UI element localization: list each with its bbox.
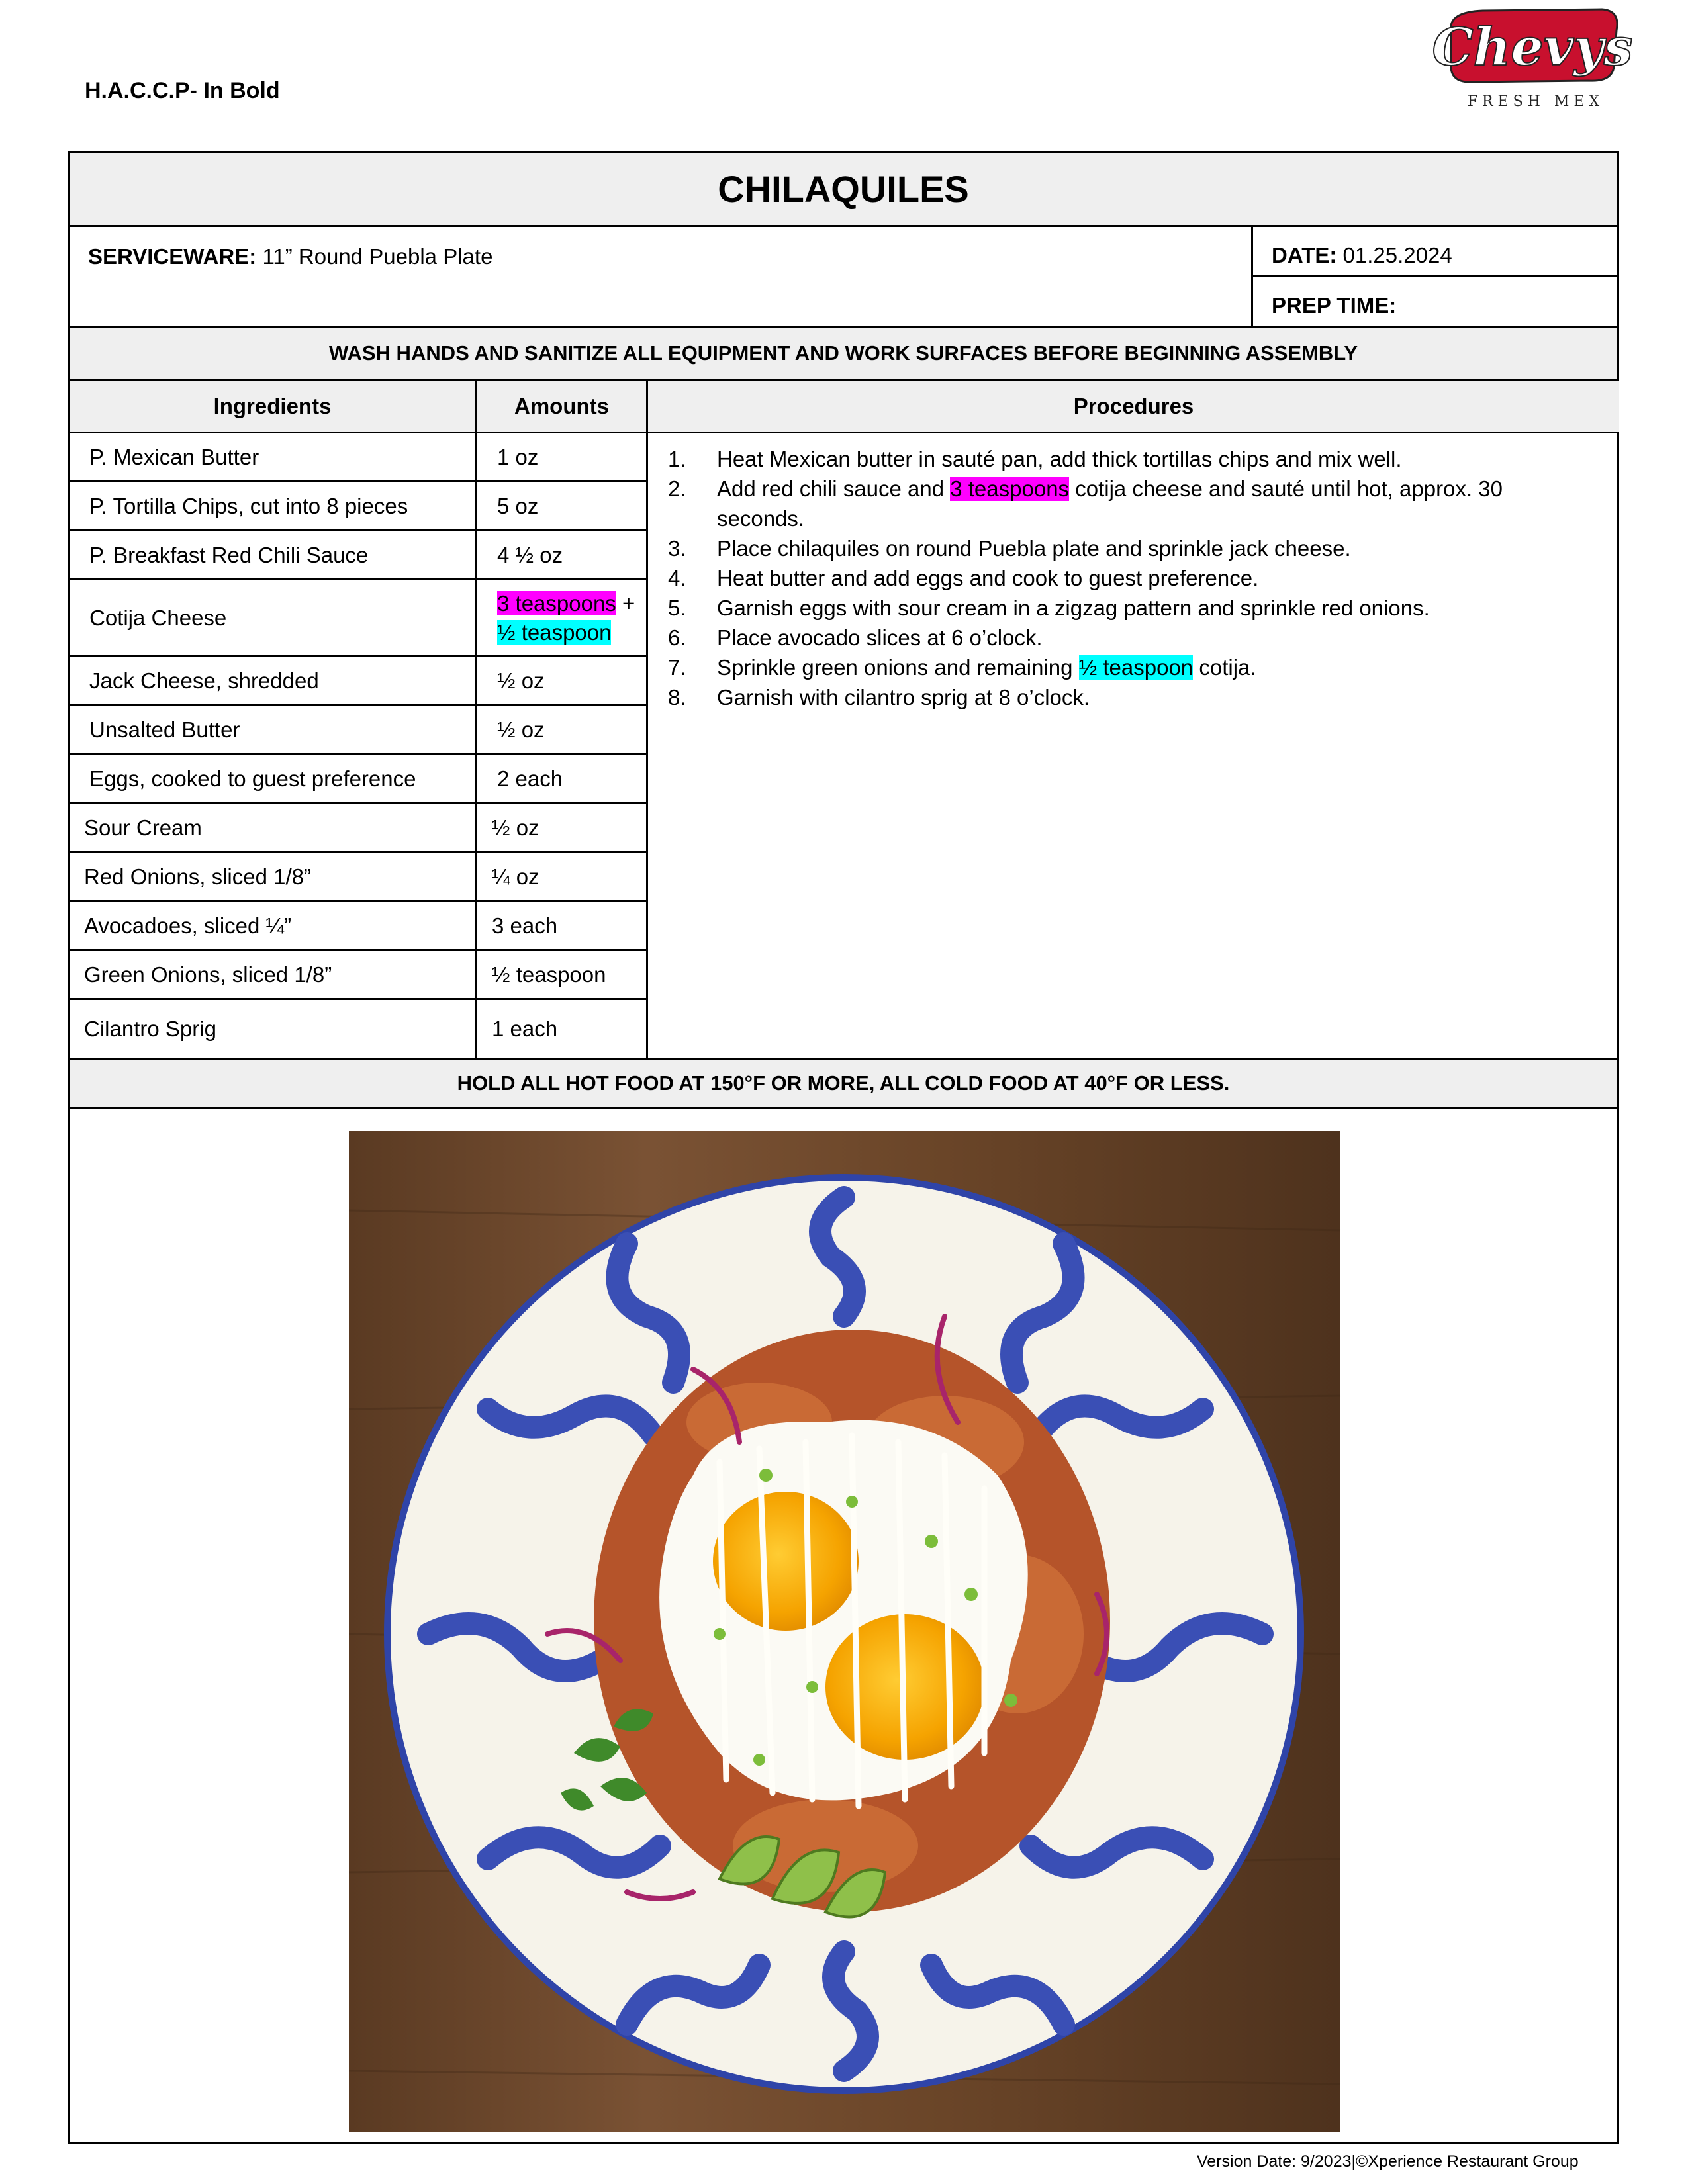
ingredient-amount: ½ oz <box>477 706 648 753</box>
date-cell <box>1253 227 1619 277</box>
step-text <box>717 474 1571 533</box>
ingredient-row <box>70 531 648 580</box>
step-highlight: ½ teaspoon <box>1078 655 1194 680</box>
ingredient-row <box>70 433 648 482</box>
ingredient-name: Jack Cheese, shredded <box>70 657 477 704</box>
ingredient-amount: ¼ oz <box>477 853 648 900</box>
step-number: 3. <box>668 536 686 561</box>
ingredient-name: Unsalted Butter <box>70 706 477 753</box>
step-text <box>717 653 1571 682</box>
cotija-amount-joiner: + <box>616 590 635 615</box>
step-text: Garnish eggs with sour cream in a zigzag pattern and sprinkle red onions. <box>717 596 1430 620</box>
ingredient-name: Eggs, cooked to guest preference <box>70 755 477 802</box>
ingredient-amount: 1 each <box>477 1000 648 1058</box>
serviceware-cell <box>70 227 1253 328</box>
procedure-step <box>648 593 1619 623</box>
ingredient-amount: 4 ½ oz <box>477 531 648 578</box>
ingredient-name: Sour Cream <box>70 804 477 851</box>
recipe-card <box>68 151 1619 2144</box>
serviceware-value: 11” Round Puebla Plate <box>262 244 493 269</box>
svg-text:FRESH MEX: FRESH MEX <box>1467 93 1605 110</box>
ingredient-amount: ½ oz <box>477 657 648 704</box>
ingredient-name: Green Onions, sliced 1/8” <box>70 951 477 998</box>
procedures-list <box>648 433 1619 712</box>
step-text-post: cotija cheese and sauté until hot, approx. 30 seconds. <box>717 477 1503 531</box>
cotija-amount-part1: 3 teaspoons <box>497 590 616 615</box>
step-text: Place avocado slices at 6 o’clock. <box>717 625 1043 650</box>
ingredient-name: Red Onions, sliced 1/8” <box>70 853 477 900</box>
step-text-pre: Sprinkle green onions and remaining <box>717 655 1079 680</box>
wash-notice: WASH HANDS AND SANITIZE ALL EQUIPMENT AND WORK SURFACES BEFORE BEGINNING ASSEMBLY <box>70 328 1617 381</box>
procedure-step <box>648 682 1619 712</box>
ingredient-row <box>70 1000 648 1058</box>
step-number: 2. <box>668 477 686 501</box>
procedures-header: Procedures <box>648 381 1619 433</box>
ingredient-amount: 1 oz <box>477 433 648 480</box>
ingredient-row <box>70 706 648 755</box>
ingredient-row <box>70 482 648 531</box>
step-number: 1. <box>668 447 686 471</box>
prep-time-cell <box>1253 277 1619 328</box>
recipe-title-row <box>70 153 1617 227</box>
procedure-step <box>648 444 1619 474</box>
step-number: 7. <box>668 655 686 680</box>
step-number: 4. <box>668 566 686 590</box>
ingredient-name: Cotija Cheese <box>70 580 477 655</box>
ingredient-row <box>70 804 648 853</box>
ingredient-name: P. Mexican Butter <box>70 433 477 480</box>
step-number: 8. <box>668 685 686 709</box>
ingredient-row <box>70 853 648 902</box>
haccp-note: H.A.C.C.P- In Bold <box>85 78 280 103</box>
date-value: 01.25.2024 <box>1342 243 1452 267</box>
ingredient-amount: 5 oz <box>477 482 648 529</box>
step-text: Place chilaquiles on round Puebla plate and sprinkle jack cheese. <box>717 536 1351 561</box>
step-text: Heat Mexican butter in sauté pan, add thick tortillas chips and mix well. <box>717 447 1402 471</box>
procedure-step <box>648 533 1619 563</box>
date-label: DATE: <box>1272 243 1337 267</box>
ingredient-amount <box>477 580 648 655</box>
hold-notice: HOLD ALL HOT FOOD AT 150°F OR MORE, ALL COLD FOOD AT 40°F OR LESS. <box>70 1058 1617 1109</box>
cotija-amount-part2: ½ teaspoon <box>497 619 612 645</box>
ingredient-amount: 2 each <box>477 755 648 802</box>
ingredient-amount: 3 each <box>477 902 648 949</box>
step-highlight: 3 teaspoons <box>950 477 1070 501</box>
step-text-pre: Add red chili sauce and <box>717 477 951 501</box>
procedure-step <box>648 474 1619 533</box>
chevys-logo <box>1432 4 1633 116</box>
ingredient-row <box>70 657 648 706</box>
step-text: Garnish with cilantro sprig at 8 o’clock. <box>717 685 1090 709</box>
plated-chilaquiles-photo <box>349 1131 1340 2132</box>
version-footer: Version Date: 9/2023|©Xperience Restaurant Group <box>1197 2152 1579 2171</box>
procedure-step <box>648 563 1619 593</box>
svg-text:Chevys: Chevys <box>1432 17 1633 77</box>
ingredient-row <box>70 902 648 951</box>
amounts-header: Amounts <box>477 381 648 433</box>
step-number: 5. <box>668 596 686 620</box>
prep-time-label: PREP TIME: <box>1272 293 1397 318</box>
ingredient-name: Cilantro Sprig <box>70 1000 477 1058</box>
ingredient-name: P. Tortilla Chips, cut into 8 pieces <box>70 482 477 529</box>
ingredient-row <box>70 951 648 1000</box>
step-text-post: cotija. <box>1193 655 1256 680</box>
ingredient-row <box>70 755 648 804</box>
step-number: 6. <box>668 625 686 650</box>
procedure-step <box>648 623 1619 653</box>
ingredient-amount: ½ teaspoon <box>477 951 648 998</box>
ingredient-name: Avocadoes, sliced ¼” <box>70 902 477 949</box>
procedure-step <box>648 653 1619 682</box>
ingredient-amount: ½ oz <box>477 804 648 851</box>
ingredient-name: P. Breakfast Red Chili Sauce <box>70 531 477 578</box>
ingredients-header: Ingredients <box>70 381 477 433</box>
serviceware-label: SERVICEWARE: <box>88 244 257 269</box>
ingredient-row <box>70 580 648 657</box>
step-text: Heat butter and add eggs and cook to guest preference. <box>717 566 1259 590</box>
recipe-title: CHILAQUILES <box>718 168 969 210</box>
